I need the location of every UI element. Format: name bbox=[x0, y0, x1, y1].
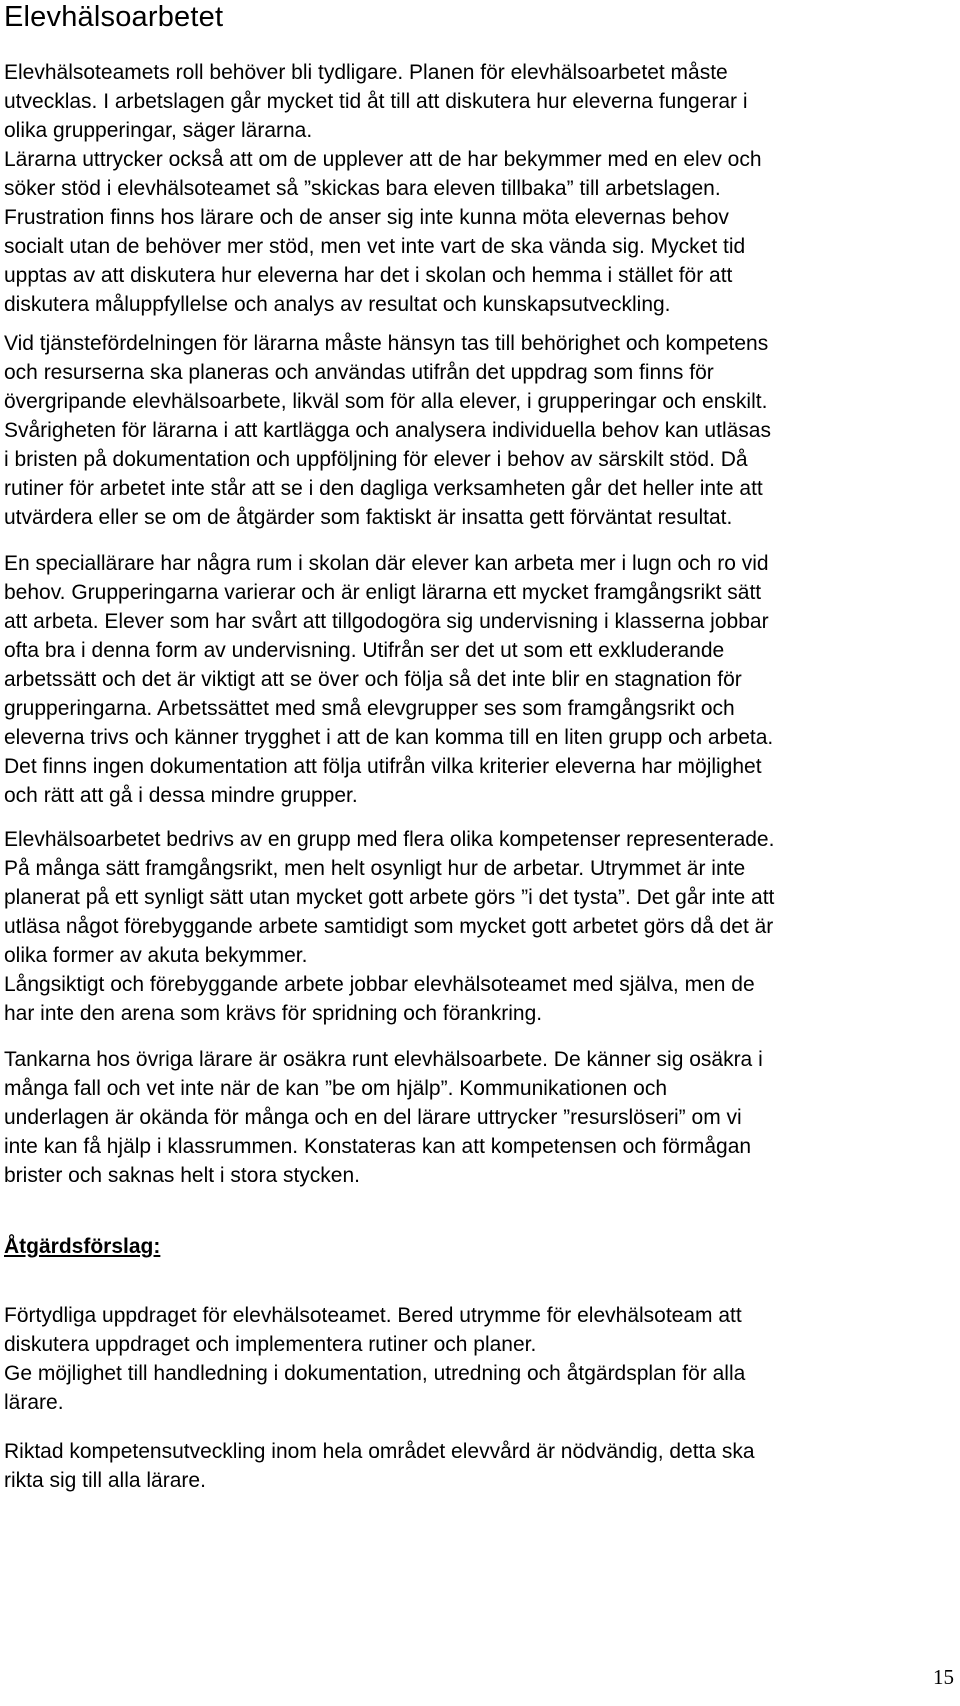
paragraph-role-of-team: Elevhälsoteamets roll behöver bli tydligare. Planen för elevhälsoarbetet måste utvecklas. I arbetslagen går mycket tid åt till att diskutera hur eleverna fungerar i olika grupperingar, säger lärarna. Lärarna uttrycker också att om de upplever att de har bekymmer med en elev och söker stöd i elevhälsoteamet så ”skickas bara eleven tillbaka” till arbetslagen. Frustration finns hos lärare och de anser sig inte kunna möta elevernas behov socialt utan de behöver mer stöd, men vet inte vart de ska vända sig. Mycket tid upptas av att diskutera hur eleverna har det i skolan och hemma i stället för att diskutera måluppfyllelse och analys av resultat och kunskapsutveckling. bbox=[4, 61, 762, 316]
page-title: Elevhälsoarbetet bbox=[4, 1, 224, 33]
paragraph-team-work: Elevhälsoarbetet bedrivs av en grupp med flera olika kompetenser representerade. På många sätt framgångsrikt, men helt osynligt hur de arbetar. Utrymmet är inte planerat på ett synligt sätt utan mycket gott arbete görs ”i det tysta”. Det går inte att utläsa något förebyggande arbete samtidigt som mycket gott arbetet görs då det är olika former av akuta bekymmer. Långsiktigt och förebyggande arbete jobbar elevhälsoteamet med själva, men de har inte den arena som krävs för spridning och förankring. bbox=[4, 828, 775, 1025]
section-heading: Åtgärdsförslag: bbox=[4, 1235, 161, 1258]
paragraph-staffing: Vid tjänstefördelningen för lärarna måste hänsyn tas till behörighet och kompetens och resurserna ska planeras och användas utifrån det uppdrag som finns för övergripande elevhälsoarbete, likväl som för alla elever, i grupperingar och enskilt. Svårigheten för lärarna i att kartlägga och analysera individuella behov kan utläsas i bristen på dokumentation och uppföljning för elever i behov av särskilt stöd. Då rutiner för arbetet inte står att se i den dagliga verksamheten går det heller inte att utvärdera eller se om de åtgärder som faktiskt är insatta gett förväntat resultat. bbox=[4, 332, 771, 529]
paragraph-special-teacher: En speciallärare har några rum i skolan där elever kan arbeta mer i lugn och ro vid behov. Grupperingarna varierar och är enligt lärarna ett mycket framgångsrikt sätt att arbeta. Elever som har svårt att tillgodogöra sig undervisning i klasserna jobbar ofta bra i denna form av undervisning. Utifrån ser det ut som ett exkluderande arbetssätt och det är viktigt att se över och följa så det inte blir en stagnation för grupperingarna. Arbetssättet med små elevgrupper ses som framgångsrikt och eleverna trivs och känner trygghet i att de kan komma till en liten grupp och arbeta. Det finns ingen dokumentation att följa utifrån vilka kriterier eleverna har möjlighet och rätt att gå i dessa mindre grupper. bbox=[4, 552, 774, 807]
paragraph-other-teachers: Tankarna hos övriga lärare är osäkra runt elevhälsoarbete. De känner sig osäkra i många fall och vet inte när de kan ”be om hjälp”. Kommunikationen och underlagen är okända för många och en del lärare uttrycker ”resurslöseri” om vi inte kan få hjälp i klassrummen. Konstateras kan att kompetensen och förmågan brister och saknas helt i stora stycken. bbox=[4, 1048, 763, 1187]
page-number: 15 bbox=[933, 1665, 954, 1689]
recommendation-paragraph: Förtydliga uppdraget för elevhälsoteamet. Bered utrymme för elevhälsoteam att diskutera uppdraget och implementera rutiner och planer. Ge möjlighet till handledning i dokumentation, utredning och åtgärdsplan för alla lärare. bbox=[4, 1304, 746, 1414]
document-page bbox=[4, 0, 952, 1492]
recommendation-paragraph: Riktad kompetensutveckling inom hela området elevvård är nödvändig, detta ska rikta sig till alla lärare. bbox=[4, 1440, 755, 1492]
